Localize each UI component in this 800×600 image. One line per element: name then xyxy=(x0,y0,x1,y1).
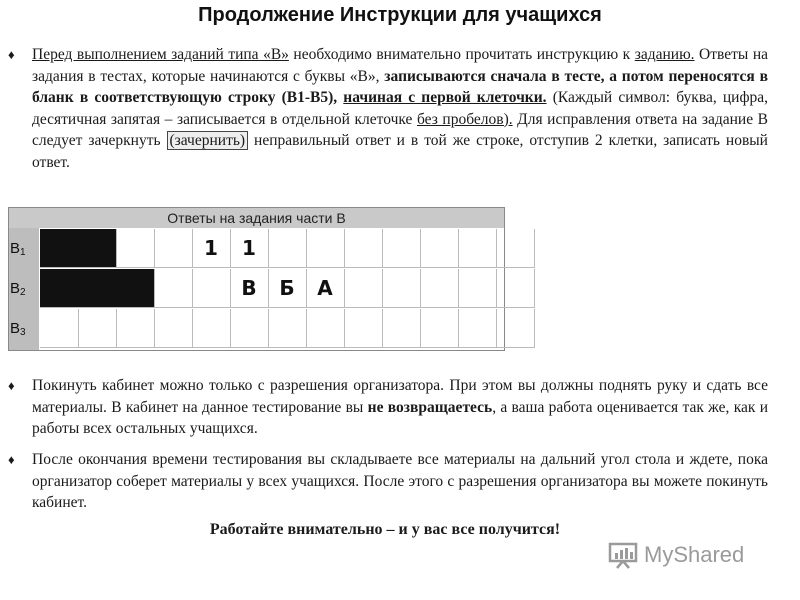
answer-cell xyxy=(154,269,193,308)
row-label-letter: В xyxy=(10,280,21,297)
text-run-underlined: без пробелов). xyxy=(416,110,513,128)
answer-cell xyxy=(496,229,535,268)
answer-cell xyxy=(420,229,459,268)
answer-cell xyxy=(420,269,459,308)
answer-cell xyxy=(458,309,497,348)
answer-cell xyxy=(116,229,155,268)
answer-cell xyxy=(344,269,383,308)
instruction-text-1 xyxy=(8,44,768,173)
text-run: необходимо внимательно прочитать инструкцию к xyxy=(288,46,635,63)
instruction-text-2 xyxy=(8,375,768,440)
answer-cell xyxy=(496,309,535,348)
answer-cell xyxy=(116,269,155,308)
answer-cell xyxy=(268,309,307,348)
answer-cell: В xyxy=(230,269,269,308)
logo-text: MyShared xyxy=(644,542,745,567)
answer-cell xyxy=(268,229,307,268)
answer-cell xyxy=(78,269,117,308)
answer-grid xyxy=(8,207,505,351)
instruction-text-3: После окончания времени тестирования вы складываете все материалы на дальний угол стола и ждете, пока организатор соберет материалы у всех учащихся. После этого с разрешения организатора вы можете покинуть кабинет. xyxy=(32,451,768,511)
answer-cell xyxy=(154,309,193,348)
answer-cell: 1 xyxy=(230,229,269,268)
bullet-icon: ♦ xyxy=(8,452,15,467)
answer-cell: А xyxy=(306,269,345,308)
answer-cell xyxy=(40,269,79,308)
answer-cell xyxy=(382,269,421,308)
row-label xyxy=(10,229,38,269)
closing-message: Работайте внимательно – и у вас все получится! xyxy=(209,521,561,538)
text-run-underlined: заданию. xyxy=(634,46,695,63)
answer-cell xyxy=(230,309,269,348)
answer-cell: Б xyxy=(268,269,307,308)
answer-cell xyxy=(192,269,231,308)
row-label-number: 3 xyxy=(20,327,26,338)
instruction-paragraph-3 xyxy=(8,449,768,514)
answer-cell xyxy=(306,229,345,268)
answer-cell xyxy=(458,269,497,308)
text-run: Ответы на задания в тестах, которые начинаются с буквы «В», xyxy=(32,46,768,85)
answer-cell xyxy=(78,229,117,268)
presentation-board-icon xyxy=(608,541,638,569)
row-label-number: 2 xyxy=(20,287,26,298)
row-label xyxy=(10,269,38,309)
answer-cell xyxy=(420,309,459,348)
answer-cell xyxy=(154,229,193,268)
text-run: , а ваша работа оценивается так же, как и работы всех остальных учащихся. xyxy=(32,398,768,437)
text-run-bold-underlined: начиная с первой клеточки. xyxy=(343,89,547,106)
text-run: Покинуть кабинет можно только с разрешения организатора. При этом вы должны поднять руку и сдать все материалы. В кабинет на данное тестирование вы xyxy=(32,377,768,416)
intro-underlined: Перед выполнением заданий типа «В» xyxy=(32,46,289,63)
instruction-paragraph-2 xyxy=(8,375,768,440)
answer-cell xyxy=(116,309,155,348)
page-title: Продолжение Инструкции для учащихся xyxy=(198,4,602,26)
bullet-icon: ♦ xyxy=(8,47,15,62)
answer-grid-header: Ответы на задания части В xyxy=(9,208,504,228)
text-run-boxed: (зачернить) xyxy=(167,131,249,150)
row-label-letter: В xyxy=(10,240,21,257)
text-run-bold: не возвращаетесь xyxy=(367,398,493,416)
answer-cell xyxy=(382,309,421,348)
bullet-icon: ♦ xyxy=(8,378,15,393)
answer-cell: 1 xyxy=(192,229,231,268)
answer-cell xyxy=(306,309,345,348)
text-run-bold: записываются сначала в тесте, а потом переносятся в бланк в соответствующую строку (В1-В5), xyxy=(32,67,768,106)
row-label xyxy=(10,309,38,349)
answer-cell xyxy=(344,229,383,268)
answer-cell xyxy=(344,309,383,348)
answer-cell xyxy=(192,309,231,348)
answer-grid-row-labels xyxy=(9,228,39,350)
row-label-letter: В xyxy=(10,320,21,337)
text-run: неправильный ответ и в той же строке, отступив 2 клетки, записать новый ответ. xyxy=(32,132,768,171)
text-run: (Каждый символ: буква, цифра, десятичная запятая – записывается в отдельной клеточке xyxy=(32,89,768,128)
answer-cell xyxy=(458,229,497,268)
answer-cell xyxy=(496,269,535,308)
row-label-number: 1 xyxy=(20,247,26,258)
text-run: Для исправления ответа на задание В следует зачеркнуть xyxy=(32,110,768,149)
answer-cell xyxy=(382,229,421,268)
instruction-paragraph-1 xyxy=(8,44,768,173)
watermark-logo xyxy=(608,540,744,570)
answer-cell xyxy=(40,309,79,348)
answer-cell xyxy=(78,309,117,348)
answer-cell xyxy=(40,229,79,268)
